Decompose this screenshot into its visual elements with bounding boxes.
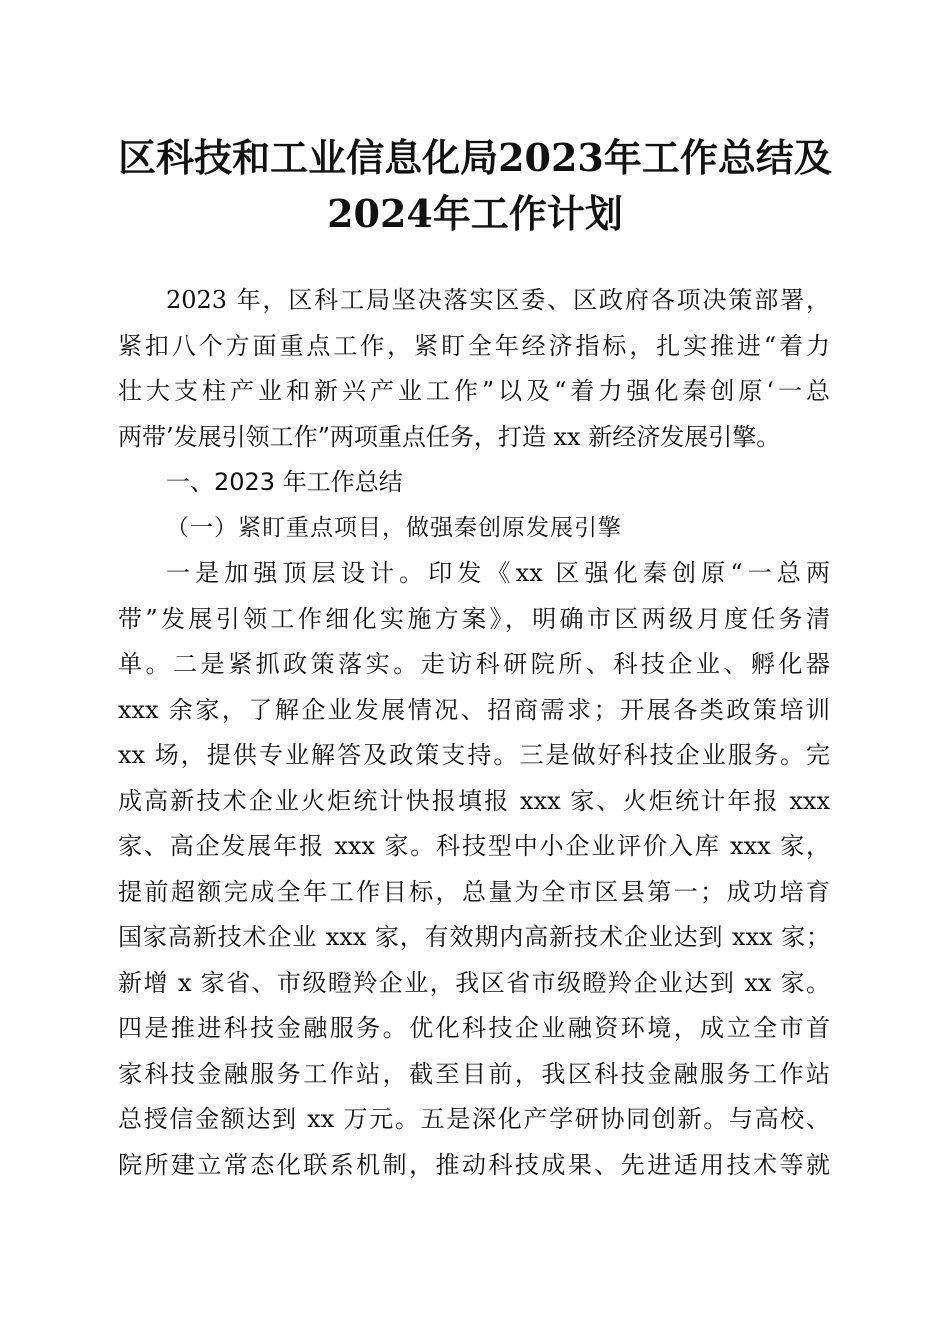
- subsection-heading: （一）紧盯重点项目，做强秦创原发展引擎: [166, 514, 622, 541]
- text-line: xxx 余家，了解企业发展情况、招商需求；开展各类政策培训: [118, 695, 830, 724]
- title-line-1: 区科技和工业信息化局2023年工作总结及: [118, 135, 832, 180]
- text-line: 四是推进科技金融服务。优化科技企业融资环境，成立全市首: [118, 1014, 830, 1042]
- body-paragraph: [118, 551, 830, 1188]
- document-body: [118, 278, 830, 1188]
- text-line: 家、高企发展年报 xxx 家。科技型中小企业评价入库 xxx 家，: [118, 832, 830, 860]
- text-line: 成高新技术企业火炬统计快报填报 xxx 家、火炬统计年报 xxx: [118, 786, 830, 815]
- text-line: 紧扣八个方面重点工作，紧盯全年经济指标，扎实推进“着力: [118, 331, 830, 360]
- text-line: 国家高新技术企业 xxx 家，有效期内高新技术企业达到 xxx 家；: [118, 923, 830, 951]
- text-line: 单。二是紧抓政策落实。走访科研院所、科技企业、孵化器: [118, 650, 830, 678]
- text-line: 提前超额完成全年工作目标，总量为全市区县第一；成功培育: [118, 877, 830, 906]
- title-line-2: 2024年工作计划: [327, 191, 623, 236]
- intro-paragraph: [118, 278, 830, 460]
- text-line: 院所建立常态化联系机制，推动科技成果、先进适用技术等就: [118, 1150, 830, 1179]
- text-line: 一是加强顶层设计。印发《xx 区强化秦创原“一总两: [166, 559, 830, 587]
- text-line: xx 场，提供专业解答及政策支持。三是做好科技企业服务。完: [118, 741, 830, 769]
- document-title: [100, 130, 850, 242]
- text-line: 两带’发展引领工作”两项重点任务，打造 xx 新经济发展引擎。: [118, 422, 781, 451]
- text-line: 总授信金额达到 xx 万元。五是深化产学研协同创新。与高校、: [118, 1105, 830, 1133]
- text-line: 新增 x 家省、市级瞪羚企业，我区省市级瞪羚企业达到 xx 家。: [118, 968, 830, 997]
- section-heading: 一、2023 年工作总结: [166, 468, 403, 496]
- text-line: 2023 年，区科工局坚决落实区委、区政府各项决策部署，: [166, 286, 830, 314]
- text-line: 家科技金融服务工作站，截至目前，我区科技金融服务工作站: [118, 1059, 830, 1088]
- text-line: 壮大支柱产业和新兴产业工作”以及“着力强化秦创原‘一总: [118, 377, 830, 405]
- text-line: 带”发展引领工作细化实施方案》，明确市区两级月度任务清: [118, 604, 830, 633]
